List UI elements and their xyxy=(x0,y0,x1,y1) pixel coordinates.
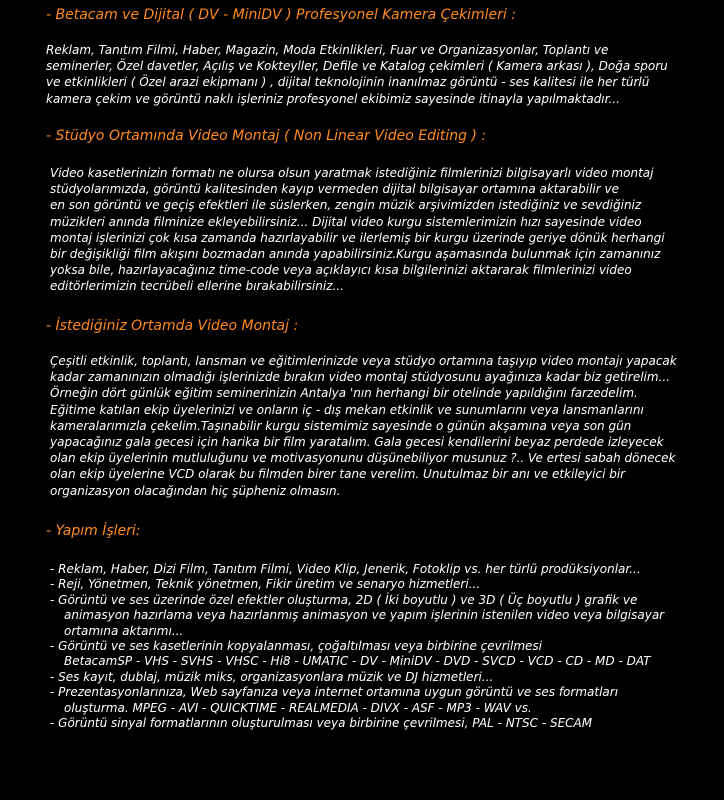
list-item xyxy=(50,670,664,685)
production-services-list xyxy=(50,562,664,731)
paragraph-line: olan ekip üyelerine VCD olarak bu filmden birer tane verelim. Unutulmaz bir anı ve etkileyici bir xyxy=(50,467,626,482)
paragraph-line: Örneğin dört günlük eğitim seminerinizin Antalya 'nın herhangi bir otelinde yapıldığını farzedelim. xyxy=(50,386,638,401)
paragraph-line: Video kasetlerinizin formatı ne olursa olsun yaratmak istediğiniz filmlerinizi bilgisayarlı video montaj xyxy=(50,166,654,180)
list-item-line: - Görüntü sinyal formatlarının oluşturulması veya birbirine çevrilmesi, PAL - NTSC - SECAM xyxy=(50,716,593,731)
list-item xyxy=(50,593,664,639)
list-item-line: ortamına aktarımı... xyxy=(64,623,184,638)
paragraph-line: kameralarımızla çekelim.Taşınabilir kurgu sistemimiz sayesinde o günün akşamına veya son gün xyxy=(50,418,632,433)
heading-camera-shooting: - Betacam ve Dijital ( DV - MiniDV ) Profesyonel Kamera Çekimleri : xyxy=(46,7,516,23)
paragraph-line: müzikleri anında filminize ekleyebilirsiniz... Dijital video kurgu sistemlerimizin hızı sayesinde video xyxy=(50,214,642,229)
list-item-line: - Prezentasyonlarınıza, Web sayfanıza veya internet ortamına uygun görüntü ve ses formatları xyxy=(50,685,619,700)
heading-production-works: - Yapım İşleri: xyxy=(46,523,141,539)
list-item-line: oluşturma. MPEG - AVI - QUICKTIME - REALMEDIA - DIVX - ASF - MP3 - WAV vs. xyxy=(64,700,532,715)
paragraph-line: kamera çekim ve görüntü naklı işleriniz profesyonel ekibimiz sayesinde itinayla yapılmaktadır... xyxy=(46,91,620,106)
paragraph-line: Çeşitli etkinlik, toplantı, lansman ve eğitimlerinizde veya stüdyo ortamına taşıyıp video montajı yapacak xyxy=(50,354,677,368)
list-item xyxy=(50,577,664,592)
paragraph-line: seminerler, Özel davetler, Açılış ve Kokteyller, Defile ve Katalog çekimleri ( Kamera arkası ), Doğa sporu xyxy=(46,59,668,74)
paragraph-line: yoksa bile, hazırlayacağınız time-code veya açıklayıcı kısa bilgilerinizi aktararak filmlerinizi video xyxy=(50,263,632,278)
list-item-line: BetacamSP - VHS - SVHS - VHSC - Hi8 - UMATIC - DV - MiniDV - DVD - SVCD - VCD - CD - MD - DAT xyxy=(64,654,651,669)
paragraph-line: organizasyon olacağından hiç şüpheniz olmasın. xyxy=(50,483,341,498)
paragraph-line: Eğitime katılan ekip üyelerinizi ve onların iç - dış mekan etkinlik ve sunumlarını veya lansmanlarını xyxy=(50,402,644,417)
paragraph-line: ve etkinlikleri ( Özel arazi ekipmanı ) , dijital teknolojinin inanılmaz görüntü - ses kalitesi ile her türlü xyxy=(46,75,650,90)
paragraph-camera-shooting xyxy=(46,42,668,107)
heading-onsite-editing: - İstediğiniz Ortamda Video Montaj : xyxy=(46,318,299,334)
list-item xyxy=(50,685,664,716)
list-item-line: animasyon hazırlama veya hazırlanmış animasyon ve yapım işlerinin istenilen video veya bilgisayar xyxy=(64,608,665,623)
paragraph-line: yapacağınız gala gecesi için harika bir film yaratalım. Gala gecesi kendilerini beyaz perdede izleyecek xyxy=(50,435,664,450)
paragraph-line: kadar zamanınızın olmadığı işlerinizde bırakın video montaj stüdyosunu ayağınıza kadar biz getirelim... xyxy=(50,370,670,385)
list-item-line: - Görüntü ve ses kasetlerinin kopyalanması, çoğaltılması veya birbirine çevrilmesi xyxy=(50,639,543,654)
paragraph-line: editörlerimizin tecrübeli ellerine bırakabilirsiniz... xyxy=(50,279,344,294)
list-item xyxy=(50,562,664,577)
list-item xyxy=(50,639,664,670)
list-item-line: - Reklam, Haber, Dizi Film, Tanıtım Filmi, Video Klip, Jenerik, Fotoklip vs. her türlü prodüksiyonlar... xyxy=(50,562,641,576)
list-item-line: - Ses kayıt, dublaj, müzik miks, organizasyonlara müzik ve DJ hizmetleri... xyxy=(50,669,494,684)
paragraph-line: Reklam, Tanıtım Filmi, Haber, Magazin, Moda Etkinlikleri, Fuar ve Organizasyonlar, Toplantı ve xyxy=(46,43,609,57)
paragraph-onsite-editing xyxy=(50,353,677,499)
paragraph-line: stüdyolarımızda, görüntü kalitesinden kayıp vermeden dijital bilgisayar ortamına aktarabilir ve xyxy=(50,182,619,197)
list-item xyxy=(50,716,664,731)
paragraph-line: bir değişikliği film akışını bozmadan anında yapabilirsiniz.Kurgu aşamasında bulunmak için zamanınız xyxy=(50,247,661,262)
paragraph-line: olan ekip üyelerinin mutluluğunu ve motivasyonunu düşünebiliyor musunuz ?.. Ve ertesi sabah dönecek xyxy=(50,451,676,466)
list-item-line: - Görüntü ve ses üzerinde özel efektler oluşturma, 2D ( İki boyutlu ) ve 3D ( Üç boyutlu ) grafik ve xyxy=(50,592,638,607)
heading-studio-editing: - Stüdyo Ortamında Video Montaj ( Non Linear Video Editing ) : xyxy=(46,128,487,144)
paragraph-line: en son görüntü ve geçiş efektleri ile süslerken, zengin müzik arşivimizden istediğiniz ve sevdiğiniz xyxy=(50,198,642,213)
paragraph-studio-editing xyxy=(50,165,665,295)
list-item-line: - Reji, Yönetmen, Teknik yönetmen, Fikir üretim ve senaryo hizmetleri... xyxy=(50,577,481,592)
paragraph-line: montaj işlerinizi çok kısa zamanda hazırlayabilir ve ilerlemiş bir kurgu üzerinde geriye dönük herhangi xyxy=(50,230,665,245)
